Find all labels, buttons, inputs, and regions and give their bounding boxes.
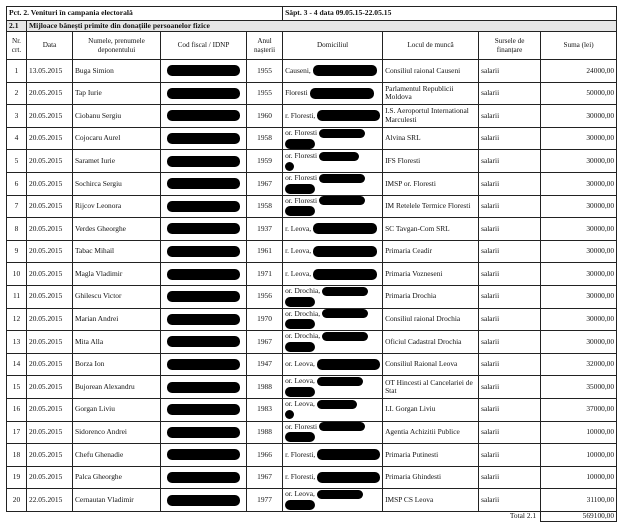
donation-sum: 30000,00 (541, 172, 617, 195)
table-row (7, 195, 617, 218)
domicile-redaction (317, 490, 363, 499)
domicile-redaction (317, 400, 357, 409)
row-number: 9 (7, 240, 27, 263)
idnp-cell (161, 331, 247, 354)
idnp-cell (161, 240, 247, 263)
domicile-cell (283, 127, 383, 150)
domicile-cell (283, 60, 383, 83)
donation-sum: 30000,00 (541, 263, 617, 286)
table-row (7, 421, 617, 444)
column-header-work: Locul de muncă (383, 32, 479, 60)
workplace: IM Retelele Termice Floresti (383, 195, 479, 218)
subsection-header-row (7, 21, 617, 32)
domicile-prefix: or. Floresti (285, 173, 318, 183)
domicile-prefix: Causeni, (285, 65, 311, 75)
domicile-cell (283, 105, 383, 128)
donor-name: Rijcov Leonora (73, 195, 161, 218)
workplace: Oficiul Cadastral Drochia (383, 331, 479, 354)
idnp-redaction (167, 88, 240, 99)
donation-sum: 24000,00 (541, 60, 617, 83)
column-header-nr: Nr. crt. (7, 32, 27, 60)
domicile-cell (283, 195, 383, 218)
domicile-cell (283, 376, 383, 399)
idnp-redaction (167, 472, 240, 483)
table-row (7, 150, 617, 173)
donor-name: Ghilescu Victor (73, 285, 161, 308)
row-number: 19 (7, 466, 27, 489)
domicile-redaction (285, 184, 315, 194)
row-date: 20.05.2015 (27, 376, 73, 399)
funding-source: salarii (479, 331, 541, 354)
birth-year: 1970 (247, 308, 283, 331)
row-number: 6 (7, 172, 27, 195)
row-number: 10 (7, 263, 27, 286)
row-date: 20.05.2015 (27, 444, 73, 467)
total-row (7, 511, 617, 521)
row-number: 15 (7, 376, 27, 399)
domicile-prefix: r. Leova, (285, 246, 312, 256)
table-row (7, 489, 617, 512)
column-header-name: Numele, prenumele deponentului (73, 32, 161, 60)
column-header-row (7, 32, 617, 60)
birth-year: 1967 (247, 466, 283, 489)
workplace: Alvina SRL (383, 127, 479, 150)
domicile-cell (283, 421, 383, 444)
total-value: 569100,00 (541, 511, 617, 521)
row-date: 20.05.2015 (27, 398, 73, 421)
domicile-cell (283, 82, 383, 105)
donation-sum: 10000,00 (541, 466, 617, 489)
table-row (7, 240, 617, 263)
table-row (7, 444, 617, 467)
row-date: 20.05.2015 (27, 172, 73, 195)
domicile-redaction (319, 196, 365, 205)
domicile-prefix: or. Floresti (285, 150, 318, 160)
idnp-redaction (167, 156, 240, 167)
domicile-cell (283, 331, 383, 354)
idnp-redaction (167, 449, 240, 460)
funding-source: salarii (479, 263, 541, 286)
domicile-prefix: or. Drochia, (285, 308, 321, 318)
funding-source: salarii (479, 353, 541, 376)
funding-source: salarii (479, 285, 541, 308)
funding-source: salarii (479, 489, 541, 512)
birth-year: 1960 (247, 105, 283, 128)
table-row (7, 105, 617, 128)
table-row (7, 60, 617, 83)
row-number: 7 (7, 195, 27, 218)
table-row (7, 308, 617, 331)
idnp-redaction (167, 495, 240, 506)
row-number: 8 (7, 218, 27, 241)
domicile-redaction (322, 309, 368, 318)
domicile-cell (283, 308, 383, 331)
idnp-redaction (167, 246, 240, 257)
domicile-cell (283, 398, 383, 421)
row-number: 4 (7, 127, 27, 150)
row-date: 20.05.2015 (27, 127, 73, 150)
column-header-domicile: Domiciliul (283, 32, 383, 60)
column-header-idnp: Cod fiscal / IDNP (161, 32, 247, 60)
funding-source: salarii (479, 376, 541, 399)
birth-year: 1958 (247, 127, 283, 150)
idnp-redaction (167, 110, 240, 121)
domicile-redaction (317, 449, 380, 460)
donor-name: Tap Iurie (73, 82, 161, 105)
workplace: Agentia Achizitii Publice (383, 421, 479, 444)
idnp-cell (161, 60, 247, 83)
funding-source: salarii (479, 218, 541, 241)
domicile-redaction (285, 139, 315, 149)
table-row (7, 82, 617, 105)
row-date: 20.05.2015 (27, 82, 73, 105)
workplace: Primaria Vozneseni (383, 263, 479, 286)
row-date: 20.05.2015 (27, 353, 73, 376)
idnp-cell (161, 127, 247, 150)
idnp-redaction (167, 201, 240, 212)
row-date: 20.05.2015 (27, 308, 73, 331)
domicile-redaction (319, 152, 359, 161)
workplace: I.I. Gorgan Liviu (383, 398, 479, 421)
row-number: 2 (7, 82, 27, 105)
subsection-title: Mijloace bănești primite din donațiile persoanelor fizice (27, 21, 617, 32)
donation-sum: 10000,00 (541, 421, 617, 444)
workplace: I.S. Aeroportul International Marculesti (383, 105, 479, 128)
idnp-cell (161, 376, 247, 399)
idnp-redaction (167, 133, 240, 144)
row-date: 20.05.2015 (27, 240, 73, 263)
birth-year: 1961 (247, 240, 283, 263)
funding-source: salarii (479, 172, 541, 195)
domicile-redaction (317, 472, 380, 483)
workplace: Primaria Putinesti (383, 444, 479, 467)
domicile-redaction (322, 287, 368, 296)
domicile-redaction (285, 500, 315, 510)
domicile-redaction (317, 359, 380, 370)
row-date: 20.05.2015 (27, 150, 73, 173)
idnp-redaction (167, 223, 240, 234)
row-number: 18 (7, 444, 27, 467)
idnp-cell (161, 172, 247, 195)
donor-name: Gorgan Liviu (73, 398, 161, 421)
idnp-redaction (167, 427, 240, 438)
idnp-redaction (167, 178, 240, 189)
domicile-prefix: or. Floresti (285, 421, 318, 431)
funding-source: salarii (479, 444, 541, 467)
donor-name: Verdes Gheorghe (73, 218, 161, 241)
domicile-cell (283, 466, 383, 489)
row-number: 20 (7, 489, 27, 512)
table-row (7, 263, 617, 286)
funding-source: salarii (479, 398, 541, 421)
birth-year: 1988 (247, 421, 283, 444)
donation-sum: 30000,00 (541, 285, 617, 308)
donor-name: Ciobanu Sergiu (73, 105, 161, 128)
domicile-cell (283, 353, 383, 376)
idnp-cell (161, 398, 247, 421)
donor-name: Cernautan Vladimir (73, 489, 161, 512)
donation-sum: 30000,00 (541, 105, 617, 128)
donor-name: Borza Ion (73, 353, 161, 376)
donation-sum: 30000,00 (541, 240, 617, 263)
donations-table (6, 6, 617, 522)
domicile-redaction (285, 387, 315, 397)
donation-sum: 30000,00 (541, 127, 617, 150)
workplace: Consiliul Raional Leova (383, 353, 479, 376)
workplace: Consiliul raional Causeni (383, 60, 479, 83)
workplace: SC Tavgan-Com SRL (383, 218, 479, 241)
donor-name: Chefu Ghenadie (73, 444, 161, 467)
domicile-redaction (317, 110, 380, 121)
birth-year: 1956 (247, 285, 283, 308)
donation-sum: 30000,00 (541, 308, 617, 331)
row-number: 13 (7, 331, 27, 354)
birth-year: 1955 (247, 60, 283, 83)
domicile-prefix: r. Floresti, (285, 110, 316, 120)
funding-source: salarii (479, 195, 541, 218)
table-row (7, 466, 617, 489)
domicile-cell (283, 172, 383, 195)
domicile-prefix: Floresti (285, 88, 308, 98)
funding-source: salarii (479, 421, 541, 444)
donor-name: Sochirca Sergiu (73, 172, 161, 195)
funding-source: salarii (479, 105, 541, 128)
column-header-sum: Suma (lei) (541, 32, 617, 60)
donor-name: Marian Andrei (73, 308, 161, 331)
column-header-year: Anul nașterii (247, 32, 283, 60)
idnp-redaction (167, 291, 240, 302)
table-row (7, 285, 617, 308)
row-number: 16 (7, 398, 27, 421)
birth-year: 1967 (247, 331, 283, 354)
workplace: IMSP or. Floresti (383, 172, 479, 195)
birth-year: 1955 (247, 82, 283, 105)
idnp-cell (161, 150, 247, 173)
funding-source: salarii (479, 127, 541, 150)
donation-sum: 37000,00 (541, 398, 617, 421)
table-row (7, 353, 617, 376)
domicile-prefix: or. Leova, (285, 489, 315, 499)
row-number: 1 (7, 60, 27, 83)
birth-year: 1966 (247, 444, 283, 467)
idnp-cell (161, 421, 247, 444)
idnp-cell (161, 218, 247, 241)
total-label: Total 2.1 (509, 511, 537, 521)
row-date: 20.05.2015 (27, 263, 73, 286)
subsection-number: 2.1 (7, 21, 27, 32)
row-number: 3 (7, 105, 27, 128)
idnp-cell (161, 308, 247, 331)
section-header-row (7, 7, 617, 21)
idnp-redaction (167, 336, 240, 347)
domicile-cell (283, 240, 383, 263)
domicile-cell (283, 150, 383, 173)
period-label: Săpt. 3 - 4 data 09.05.15-22.05.15 (283, 7, 617, 21)
domicile-prefix: or. Drochia, (285, 331, 321, 341)
domicile-cell (283, 489, 383, 512)
idnp-cell (161, 466, 247, 489)
birth-year: 1937 (247, 218, 283, 241)
donor-name: Saramet Iurie (73, 150, 161, 173)
idnp-cell (161, 444, 247, 467)
row-date: 20.05.2015 (27, 218, 73, 241)
workplace: IFS Floresti (383, 150, 479, 173)
domicile-prefix: or. Leova, (285, 359, 315, 369)
domicile-prefix: r. Floresti, (285, 449, 316, 459)
donation-sum: 30000,00 (541, 195, 617, 218)
donor-name: Sidorenco Andrei (73, 421, 161, 444)
idnp-cell (161, 353, 247, 376)
donor-name: Palca Gheorghe (73, 466, 161, 489)
column-header-source: Sursele de finanțare (479, 32, 541, 60)
domicile-cell (283, 285, 383, 308)
donor-name: Cojocaru Aurel (73, 127, 161, 150)
domicile-prefix: or. Leova, (285, 399, 315, 409)
donation-sum: 50000,00 (541, 82, 617, 105)
table-row (7, 172, 617, 195)
row-number: 11 (7, 285, 27, 308)
idnp-cell (161, 285, 247, 308)
domicile-redaction (313, 65, 377, 76)
idnp-redaction (167, 404, 240, 415)
idnp-cell (161, 82, 247, 105)
donor-name: Tabac Mihail (73, 240, 161, 263)
domicile-cell (283, 218, 383, 241)
table-row (7, 218, 617, 241)
idnp-redaction (167, 359, 240, 370)
funding-source: salarii (479, 466, 541, 489)
donation-sum: 32000,00 (541, 353, 617, 376)
domicile-cell (283, 263, 383, 286)
domicile-prefix: or. Floresti (285, 127, 318, 137)
idnp-cell (161, 263, 247, 286)
domicile-redaction (313, 223, 377, 234)
donation-sum: 31100,00 (541, 489, 617, 512)
row-number: 5 (7, 150, 27, 173)
row-date: 22.05.2015 (27, 489, 73, 512)
domicile-redaction (313, 246, 377, 257)
domicile-redaction (319, 129, 365, 138)
domicile-redaction (285, 432, 315, 442)
birth-year: 1983 (247, 398, 283, 421)
domicile-prefix: r. Leova, (285, 268, 312, 278)
table-row (7, 376, 617, 399)
table-row (7, 398, 617, 421)
domicile-prefix: or. Floresti (285, 195, 318, 205)
domicile-cell (283, 444, 383, 467)
report-sheet (6, 6, 616, 522)
idnp-redaction (167, 314, 240, 325)
idnp-redaction (167, 382, 240, 393)
birth-year: 1967 (247, 172, 283, 195)
donation-sum: 30000,00 (541, 150, 617, 173)
workplace: Parlamentul Republicii Moldova (383, 82, 479, 105)
funding-source: salarii (479, 150, 541, 173)
funding-source: salarii (479, 60, 541, 83)
birth-year: 1947 (247, 353, 283, 376)
row-number: 14 (7, 353, 27, 376)
workplace: Primaria Drochia (383, 285, 479, 308)
table-row (7, 127, 617, 150)
domicile-prefix: or. Drochia, (285, 285, 321, 295)
domicile-redaction (285, 342, 315, 352)
domicile-redaction (285, 162, 294, 171)
workplace: Consiliul raional Drochia (383, 308, 479, 331)
funding-source: salarii (479, 82, 541, 105)
idnp-redaction (167, 65, 240, 76)
donation-sum: 30000,00 (541, 331, 617, 354)
donor-name: Buga Simion (73, 60, 161, 83)
row-number: 17 (7, 421, 27, 444)
birth-year: 1977 (247, 489, 283, 512)
workplace: OT Hincesti al Cancelariei de Stat (383, 376, 479, 399)
domicile-redaction (285, 410, 294, 419)
donor-name: Bujorean Alexandru (73, 376, 161, 399)
idnp-redaction (167, 269, 240, 280)
domicile-redaction (319, 174, 365, 183)
domicile-prefix: r. Leova, (285, 223, 312, 233)
section-title: Pct. 2. Venituri în campania electorală (7, 7, 283, 21)
funding-source: salarii (479, 240, 541, 263)
domicile-redaction (285, 206, 315, 216)
row-date: 20.05.2015 (27, 331, 73, 354)
domicile-redaction (322, 332, 368, 341)
domicile-redaction (285, 319, 315, 329)
birth-year: 1958 (247, 195, 283, 218)
row-date: 13.05.2015 (27, 60, 73, 83)
domicile-redaction (317, 377, 363, 386)
row-number: 12 (7, 308, 27, 331)
workplace: IMSP CS Leova (383, 489, 479, 512)
idnp-cell (161, 195, 247, 218)
birth-year: 1971 (247, 263, 283, 286)
row-date: 20.05.2015 (27, 285, 73, 308)
table-body (7, 60, 617, 512)
row-date: 20.05.2015 (27, 466, 73, 489)
table-row (7, 331, 617, 354)
workplace: Primaria Ceadir (383, 240, 479, 263)
birth-year: 1959 (247, 150, 283, 173)
domicile-redaction (313, 269, 377, 280)
idnp-cell (161, 105, 247, 128)
idnp-cell (161, 489, 247, 512)
birth-year: 1988 (247, 376, 283, 399)
donation-sum: 30000,00 (541, 218, 617, 241)
domicile-redaction (310, 88, 374, 99)
domicile-redaction (285, 297, 315, 307)
workplace: Primaria Ghindesti (383, 466, 479, 489)
donor-name: Magla Vladimir (73, 263, 161, 286)
row-date: 20.05.2015 (27, 421, 73, 444)
row-date: 20.05.2015 (27, 195, 73, 218)
domicile-redaction (319, 422, 365, 431)
domicile-prefix: or. Leova, (285, 376, 315, 386)
donor-name: Mita Alla (73, 331, 161, 354)
domicile-prefix: r. Floresti, (285, 472, 316, 482)
donation-sum: 10000,00 (541, 444, 617, 467)
column-header-date: Data (27, 32, 73, 60)
donation-sum: 35000,00 (541, 376, 617, 399)
funding-source: salarii (479, 308, 541, 331)
row-date: 20.05.2015 (27, 105, 73, 128)
